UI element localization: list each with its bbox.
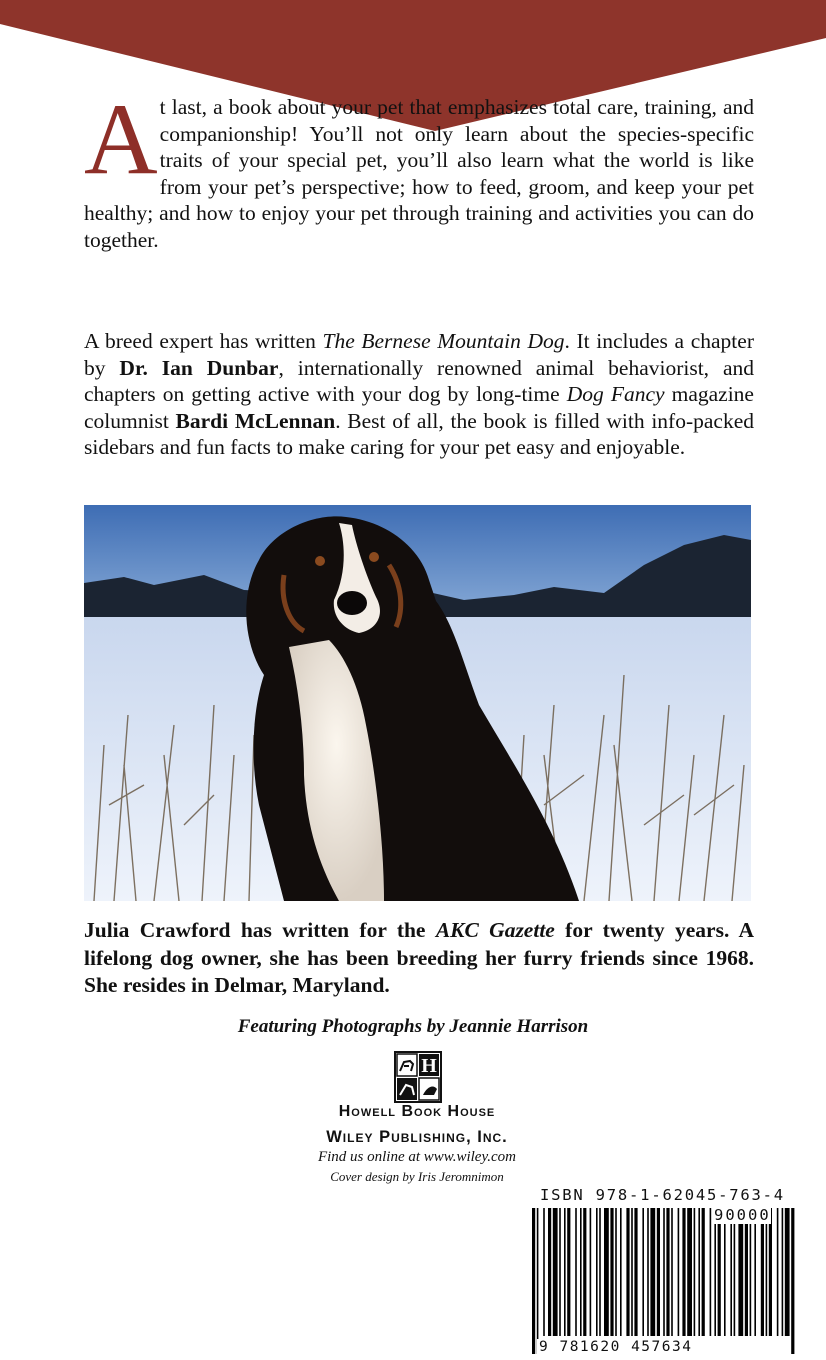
photo-credit: Featuring Photographs by Jeannie Harrison [237,1016,589,1037]
barcode-bar [634,1208,637,1336]
barcode-bar [745,1208,748,1336]
barcode-bar [702,1208,705,1336]
barcode-bar [559,1208,561,1336]
magazine-name: Dog Fancy [566,382,665,407]
barcode-bar [769,1208,772,1336]
ean-digits: 9 781620 457634 [539,1339,693,1355]
desc-text-1: A breed expert has written [84,329,323,353]
desc-text-3: , internationally renowned animal behaviorist, and chapters on getting active with your dog by long-time [84,355,755,407]
barcode-bar [714,1208,716,1336]
barcode-bar [596,1208,598,1336]
website-line: Find us online at www.wiley.com [317,1149,517,1165]
dog-photo [84,505,751,901]
barcode-bar [730,1208,732,1336]
barcode-bar [575,1208,577,1336]
barcode [528,1206,800,1356]
barcode-bar [734,1208,736,1336]
barcode-bar [580,1208,582,1336]
barcode-bar [615,1208,617,1336]
barcode-bar [754,1208,756,1336]
barcode-bar [650,1208,655,1336]
barcode-bar [694,1208,696,1336]
author-bio [84,917,754,1000]
barcode-bar [532,1208,535,1354]
howell-logo-icon [394,1051,442,1103]
barcode-bar [642,1208,644,1336]
barcode-bar [738,1208,743,1336]
barcode-bar [564,1208,566,1336]
barcode-bar [610,1208,613,1336]
desc-text-5: . Best of all, the book is filled with info-packed sidebars and fun facts to make caring for your pet easy and enjoyable. [84,408,755,460]
description-paragraph [84,328,754,461]
barcode-bar [791,1208,794,1354]
barcode-bar [567,1208,570,1336]
barcode-bar [785,1208,790,1336]
barcode-bar [631,1208,633,1336]
isbn-text: ISBN 978-1-62045-763-4 [540,1186,785,1204]
publisher-name: Howell Book House [338,1103,496,1120]
barcode-bar [590,1208,592,1336]
desc-text-2: . It includes a chapter by [84,329,754,380]
barcode-bar [671,1208,673,1336]
intro-paragraph [84,83,754,254]
barcode-bar [750,1208,752,1336]
contributor-mclennan: Bardi McLennan [175,408,336,433]
barcode-bar [777,1208,779,1336]
desc-text-4: magazine columnist [84,382,754,433]
barcode-bar [657,1208,660,1336]
author-magazine: AKC Gazette [435,918,555,942]
barcode-bar [782,1208,784,1336]
barcode-bar [724,1208,726,1336]
author-text-2: for twenty years. A lifelong dog owner, she has been breeding her furry friends since 1968. She resides in Delmar, Maryland. [84,918,754,997]
barcode-bar [548,1208,551,1336]
drop-cap: A [84,83,158,196]
barcode-bar [718,1208,721,1336]
barcode-bar [583,1208,586,1336]
price-code: 90000 [714,1206,771,1224]
barcode-bar [710,1208,712,1336]
barcode-bar [698,1208,700,1336]
barcode-bar [620,1208,622,1336]
cover-design-credit: Cover design by Iris Jeromnimon [330,1169,504,1184]
barcode-bar [678,1208,680,1336]
barcode-bar [666,1208,669,1336]
barcode-bar [553,1208,558,1336]
barcode-bar [604,1208,609,1336]
author-text-1: Julia Crawford has written for the [84,918,436,942]
barcode-bar [687,1208,692,1336]
barcode-bar [537,1208,539,1354]
barcode-bar [761,1208,764,1336]
barcode-bar [626,1208,629,1336]
intro-text: t last, a book about your pet that emphasizes total care, training, and companionship! You’ll not only learn about the species-specific traits of your special pet, you’ll also learn what the world is like from your pet’s perspective; how to feed, groom, and keep your pet healthy; and how to enjoy your pet through training and activities you can do together. [84,95,754,252]
contributor-dunbar: Dr. Ian Dunbar [119,355,279,380]
book-title: The Bernese Mountain Dog [322,329,565,353]
barcode-bar [663,1208,665,1336]
barcode-bar [647,1208,649,1336]
barcode-bar [766,1208,768,1336]
publisher-company: Wiley Publishing, Inc. [326,1128,508,1146]
barcode-bar [682,1208,685,1336]
barcode-bar [599,1208,601,1336]
barcode-bar [543,1208,545,1336]
logo-letter: H [421,1055,437,1077]
